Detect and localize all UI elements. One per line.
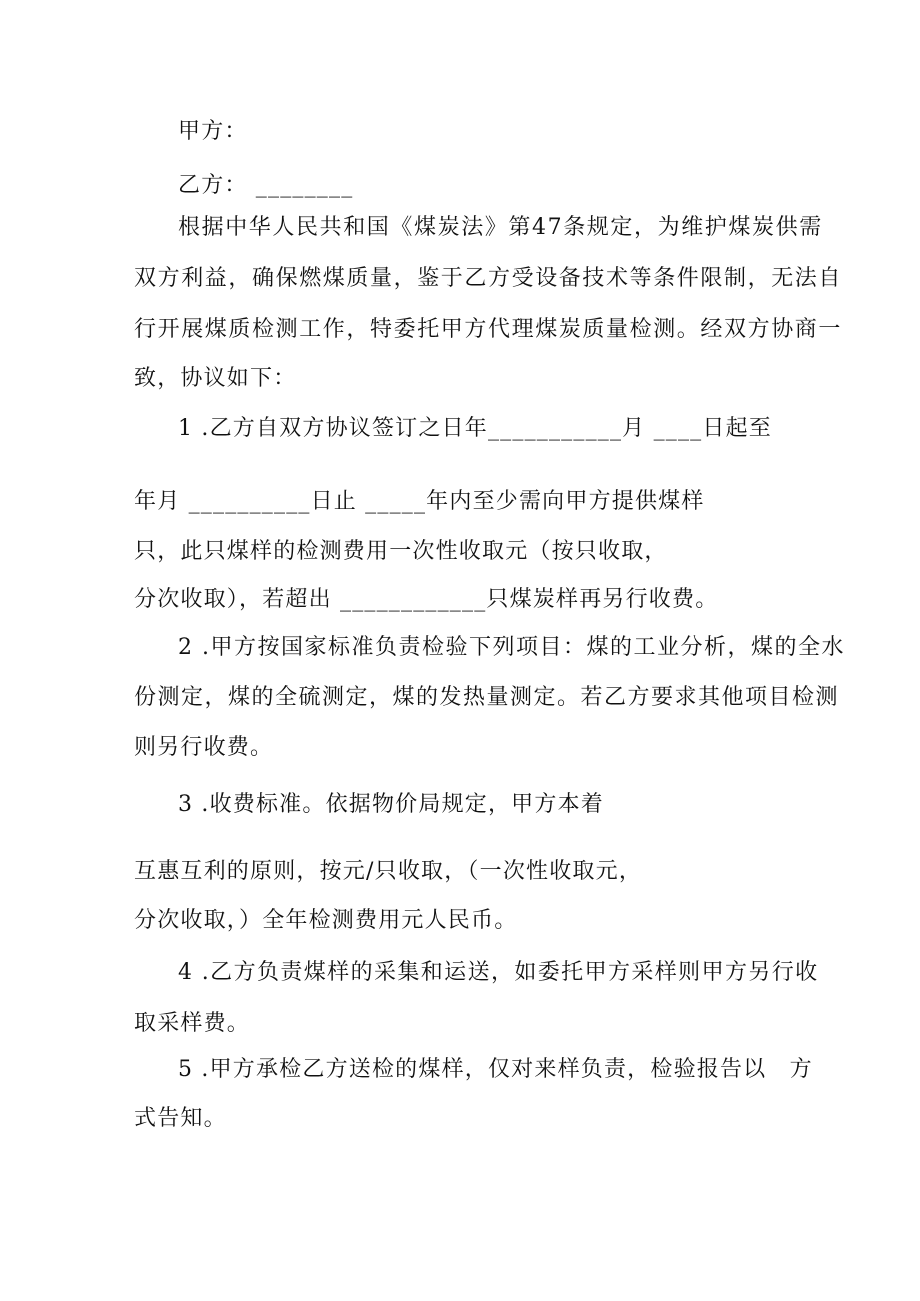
clause-2-line-2: 份测定，煤的全硫测定，煤的发热量测定。若乙方要求其他项目检测 (134, 685, 840, 710)
clause-3-line-2: 互惠互利的原则，按元/只收取，（一次性收取元， (134, 859, 643, 884)
clause-1-line-4: 分次收取），若超出 ____________只煤炭样再另行收费。 (134, 587, 719, 612)
preamble-line-2: 双方利益，确保燃煤质量，鉴于乙方受设备技术等条件限制，无法自 (134, 266, 843, 291)
clause-2-line-1: 2 .甲方按国家标准负责检验下列项目：煤的工业分析，煤的全水 (178, 635, 845, 660)
party-b-line: 乙方： ________ (178, 173, 354, 198)
clause-1-line-3: 只，此只煤样的检测费用一次性收取元（按只收取， (134, 539, 668, 564)
party-a-line: 甲方： (178, 119, 248, 144)
clause-4-line-1: 4 .乙方负责煤样的采集和运送，如委托甲方采样则甲方另行收 (178, 960, 819, 985)
clause-5-line-2: 式告知。 (134, 1106, 227, 1131)
clause-2-line-3: 则另行收费。 (134, 735, 274, 760)
clause-3-line-1: 3 .收费标准。依据物价局规定，甲方本着 (178, 792, 604, 817)
clause-4-line-2: 取采样费。 (134, 1011, 251, 1036)
preamble-line-1: 根据中华人民共和国《煤炭法》第47条规定，为维护煤炭供需 (178, 215, 823, 240)
preamble-line-3: 行开展煤质检测工作，特委托甲方代理煤炭质量检测。经双方协商一 (134, 317, 843, 342)
preamble-line-4: 致，协议如下： (134, 366, 297, 391)
clause-3-line-3: 分次收取，）全年检测费用元人民币。 (134, 908, 518, 933)
clause-5-line-1: 5 .甲方承检乙方送检的煤样，仅对来样负责，检验报告以 方 (178, 1057, 813, 1082)
clause-1-line-1: 1 .乙方自双方协议签订之日年___________月 ____日起至 (178, 416, 772, 441)
clause-1-line-2: 年月 __________日止 _____年内至少需向甲方提供煤样 (134, 489, 705, 514)
